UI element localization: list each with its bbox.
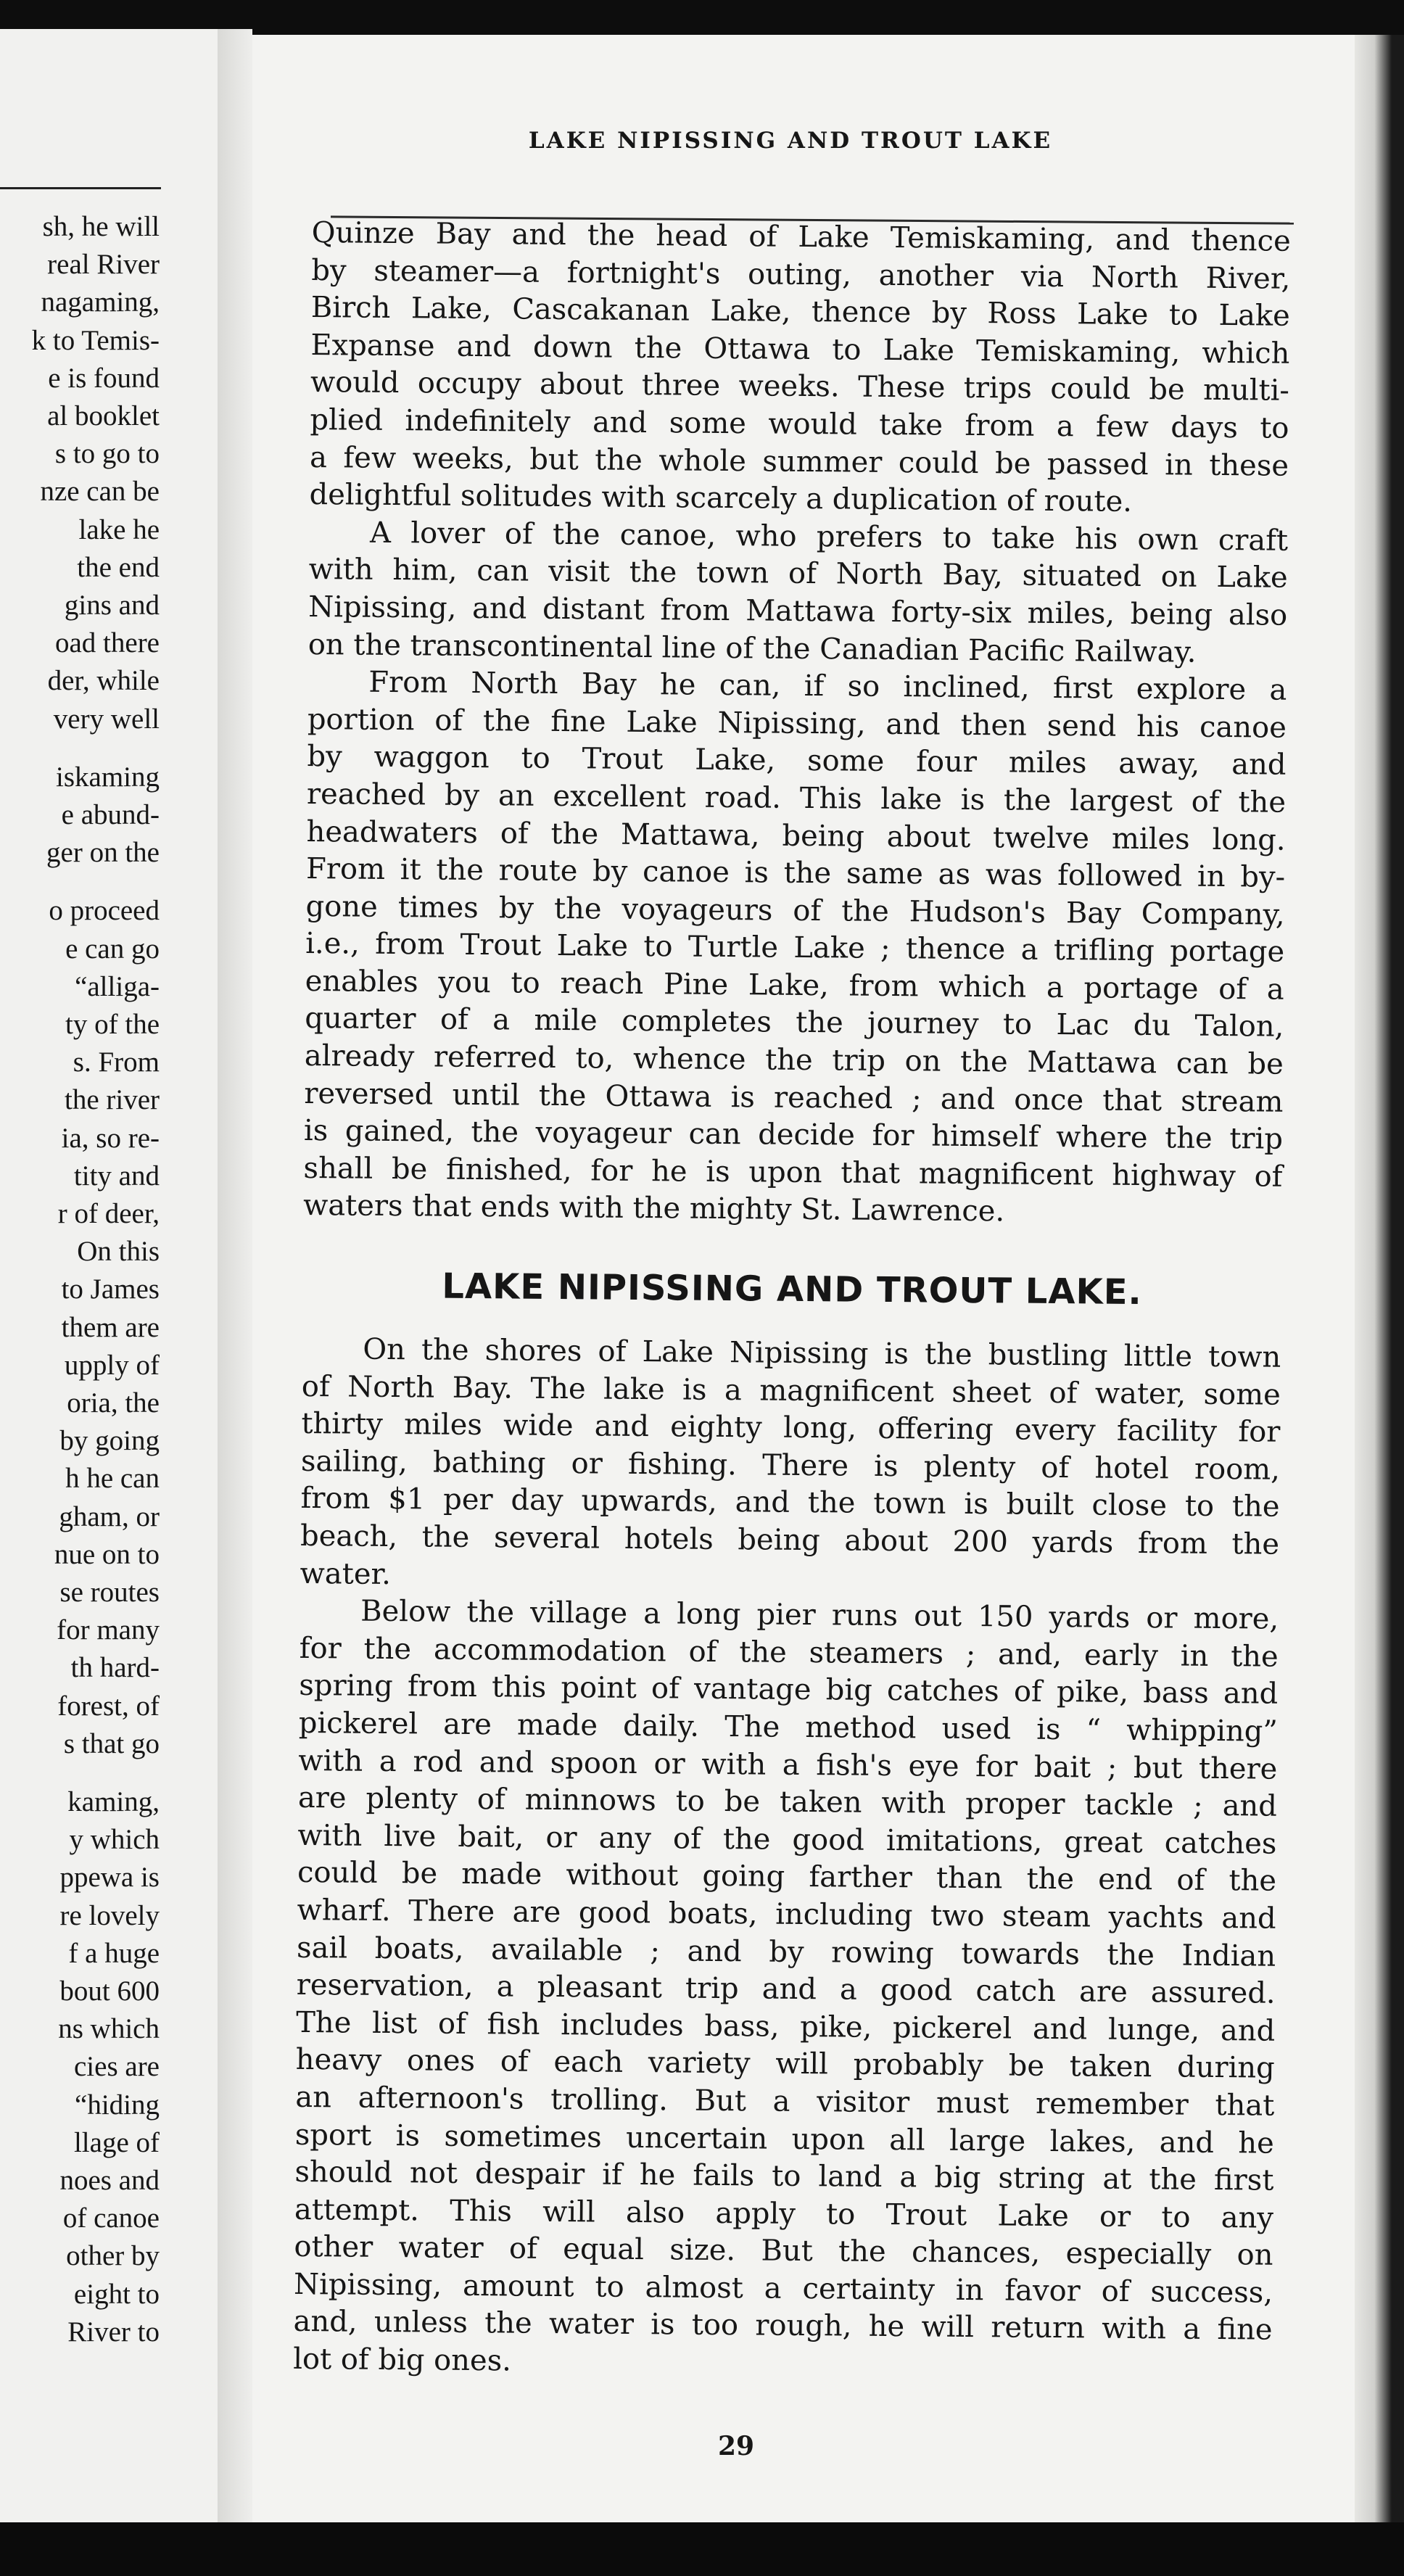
text-line: with him, can visit the town of North Bay, situated on Lake [308,553,1288,595]
text-line: sport is sometimes uncertain upon all large lakes, and he [294,2118,1275,2160]
text-line: From it the route by canoe is the same as was followed in by- [305,852,1286,894]
left-page-line: der, while [47,665,160,697]
paragraph [293,1593,1279,2387]
left-page-line: f a huge [68,1937,160,1969]
text-line: wharf. There are good boats, including two steam yachts and [297,1893,1276,1936]
text-line: an afternoon's trolling. But a visitor must remember that [295,2080,1275,2123]
left-page-line: other by [66,2240,160,2272]
text-line: lot of big ones. [292,2342,512,2378]
text-line: beach, the several hotels being about 200 yards from the [300,1519,1280,1561]
left-page-line: for many [57,1614,160,1646]
text-line: heavy ones of each variety will probably be taken during [295,2043,1275,2085]
left-page-line: to James [61,1273,160,1305]
left-page-line: e can go [65,933,160,965]
left-page-line: bout 600 [59,1976,160,2007]
text-line: with a rod and spoon or with a fish's eye for bait ; but there [298,1743,1278,1786]
left-page-line: llage of [73,2126,160,2158]
text-line: pickerel are made daily. The method used is “ whipping” [298,1706,1278,1749]
text-line: headwaters of the Mattawa, being about twelve miles long. [306,814,1286,857]
left-page-line: y which [69,1824,160,1856]
left-page-line: forest, of [57,1690,160,1722]
text-line: delightful solitudes with scarcely a duplication of route. [309,478,1133,519]
text-line: a few weeks, but the whole summer could be passed in these [309,440,1289,483]
running-head: LAKE NIPISSING AND TROUT LAKE [528,128,1053,154]
left-page-line: o proceed [49,895,160,927]
left-page-line: s that go [63,1727,160,1759]
text-line: and, unless the water is too rough, he will return with a fine [293,2305,1273,2348]
text-line: On the shores of Lake Nipissing is the bustling little town [363,1332,1281,1374]
left-page-line: gins and [64,590,160,621]
text-line: enables you to reach Pine Lake, from which a portage of a [305,964,1284,1007]
left-page-line: “hiding [75,2089,160,2121]
left-page-line: ia, so re- [61,1122,160,1154]
text-line: from $1 per day upwards, and the town is built close to the [300,1482,1280,1524]
text-line: with live bait, or any of the good imitations, great catches [297,1818,1277,1861]
body-text [293,215,1291,2387]
book-gutter [218,29,252,2524]
text-line: reached by an excellent road. This lake is the largest of the [306,777,1287,820]
text-line: sail boats, available ; and by rowing towards the Indian [296,1931,1276,1973]
text-line: by waggon to Trout Lake, some four miles away, and [307,740,1287,783]
text-line: From North Bay he can, if so inclined, first explore a [368,665,1287,707]
left-page-line: k to Temis- [31,324,160,356]
text-line: for the accommodation of the steamers ; and, early in the [299,1631,1279,1674]
paragraph [308,514,1289,672]
left-page-line: th hard- [70,1652,160,1684]
left-page-line: nue on to [54,1538,160,1570]
text-line: reservation, a pleasant trip and a good catch are assured. [296,1968,1276,2010]
paragraph [300,1331,1281,1601]
left-page-line: h he can [65,1463,160,1495]
left-page-fragment [0,29,220,2524]
left-page-line: oad there [54,627,160,659]
left-page-line: nagaming, [41,286,160,318]
text-line: would occupy about three weeks. These trips could be multi- [310,366,1290,408]
text-line: other water of equal size. But the chances, especially on [294,2230,1273,2272]
text-line: could be made without going farther than the end of the [297,1856,1277,1899]
page-edge [1355,35,1404,2527]
left-page-line: se routes [59,1577,160,1608]
left-page-line: s to go to [54,438,160,470]
left-page-line: oria, the [67,1387,160,1419]
left-page-line: ns which [58,2013,160,2045]
left-page-line: On this [77,1236,160,1268]
left-page-line: tity and [73,1160,160,1192]
left-page-line: the end [77,551,160,583]
left-page-line: ty of the [65,1009,160,1040]
left-page-line: kaming, [67,1786,160,1817]
text-line: shall be finished, for he is upon that magnificent highway of [303,1151,1283,1194]
text-line: by steamer—a fortnight's outing, another via North River, [311,253,1291,296]
left-page-line: River to [67,2316,160,2348]
text-line: Nipissing, and distant from Mattawa forty-six miles, being also [308,590,1288,632]
text-line: plied indefinitely and some would take from a few days to [310,402,1289,445]
left-page-line: them are [61,1311,160,1343]
left-page-line: s. From [73,1046,160,1078]
page-number: 29 [718,2431,755,2461]
scan-border-bottom [0,2522,1404,2576]
left-page-line: of canoe [62,2203,160,2234]
text-line: thirty miles wide and eighty long, offering every facility for [301,1407,1281,1449]
text-line: sailing, bathing or fishing. There is plenty of hotel room, [300,1444,1281,1487]
text-line: Birch Lake, Cascakanan Lake, thence by Ross Lake to Lake [310,291,1291,333]
left-page-line: lake he [78,513,160,545]
left-page-line: r of deer, [57,1198,160,1229]
text-line: reversed until the Ottawa is reached ; and once that stream [304,1076,1284,1119]
text-line: attempt. This will also apply to Trout Lake or to any [294,2192,1274,2235]
left-page-line: real River [47,249,160,281]
left-page-line: e is found [48,362,160,394]
text-line: portion of the fine Lake Nipissing, and then send his canoe [307,702,1287,745]
left-page-line: very well [53,703,160,735]
left-page-line: by going [59,1425,160,1457]
left-page-line: nze can be [40,476,160,508]
text-line: on the transcontinental line of the Canadian Pacific Railway. [307,627,1197,669]
left-page-line: noes and [59,2165,160,2196]
text-line: should not despair if he fails to land a big string at the first [294,2155,1274,2197]
left-page-line: the river [64,1084,160,1116]
left-page-line: “alliga- [75,970,160,1002]
left-page-line: cies are [74,2051,160,2083]
left-page-line: iskaming [56,761,160,793]
text-line: waters that ends with the mighty St. Lawrence. [302,1189,1005,1229]
left-page-line: eight to [73,2278,160,2310]
paragraph [303,664,1287,1234]
left-page-line: gham, or [59,1500,160,1532]
section-title: LAKE NIPISSING AND TROUT LAKE. [442,1266,1143,1313]
text-line: of North Bay. The lake is a magnificent sheet of water, some [301,1369,1281,1412]
left-page-line: upply of [64,1349,160,1381]
text-line: Nipissing, amount to almost a certainty in favor of success, [293,2267,1273,2310]
paragraph [309,215,1291,523]
left-page-line: ppewa is [59,1862,160,1894]
left-page-text [0,29,218,2524]
text-line: are plenty of minnows to be taken with proper tackle ; and [297,1781,1278,1823]
text-line: i.e., from Trout Lake to Turtle Lake ; thence a trifling portage [305,927,1285,970]
left-page-line: re lovely [59,1899,160,1931]
text-line: already referred to, whence the trip on the Mattawa can be [304,1039,1284,1081]
left-page-line: ger on the [46,837,160,869]
text-line: is gained, the voyageur can decide for himself where the trip [303,1114,1284,1156]
text-line: gone times by the voyageurs of the Hudson's Bay Company, [305,889,1285,932]
text-line: water. [300,1556,392,1591]
text-line: spring from this point of vantage big catches of pike, bass and [299,1669,1279,1712]
text-line: quarter of a mile completes the journey to Lac du Talon, [305,1002,1284,1044]
left-page-line: e abund- [61,799,160,830]
text-line: The list of fish includes bass, pike, pickerel and lunge, and [296,2005,1276,2048]
left-page-line: al booklet [47,400,160,432]
text-line: Quinze Bay and the head of Lake Temiskaming, and thence [311,215,1291,258]
text-line: A lover of the canoe, who prefers to take his own craft [369,516,1289,558]
left-page-line: sh, he will [42,211,160,242]
text-line: Expanse and down the Ottawa to Lake Temiskaming, which [310,328,1290,371]
text-line: Below the village a long pier runs out 150 yards or more, [360,1594,1279,1636]
